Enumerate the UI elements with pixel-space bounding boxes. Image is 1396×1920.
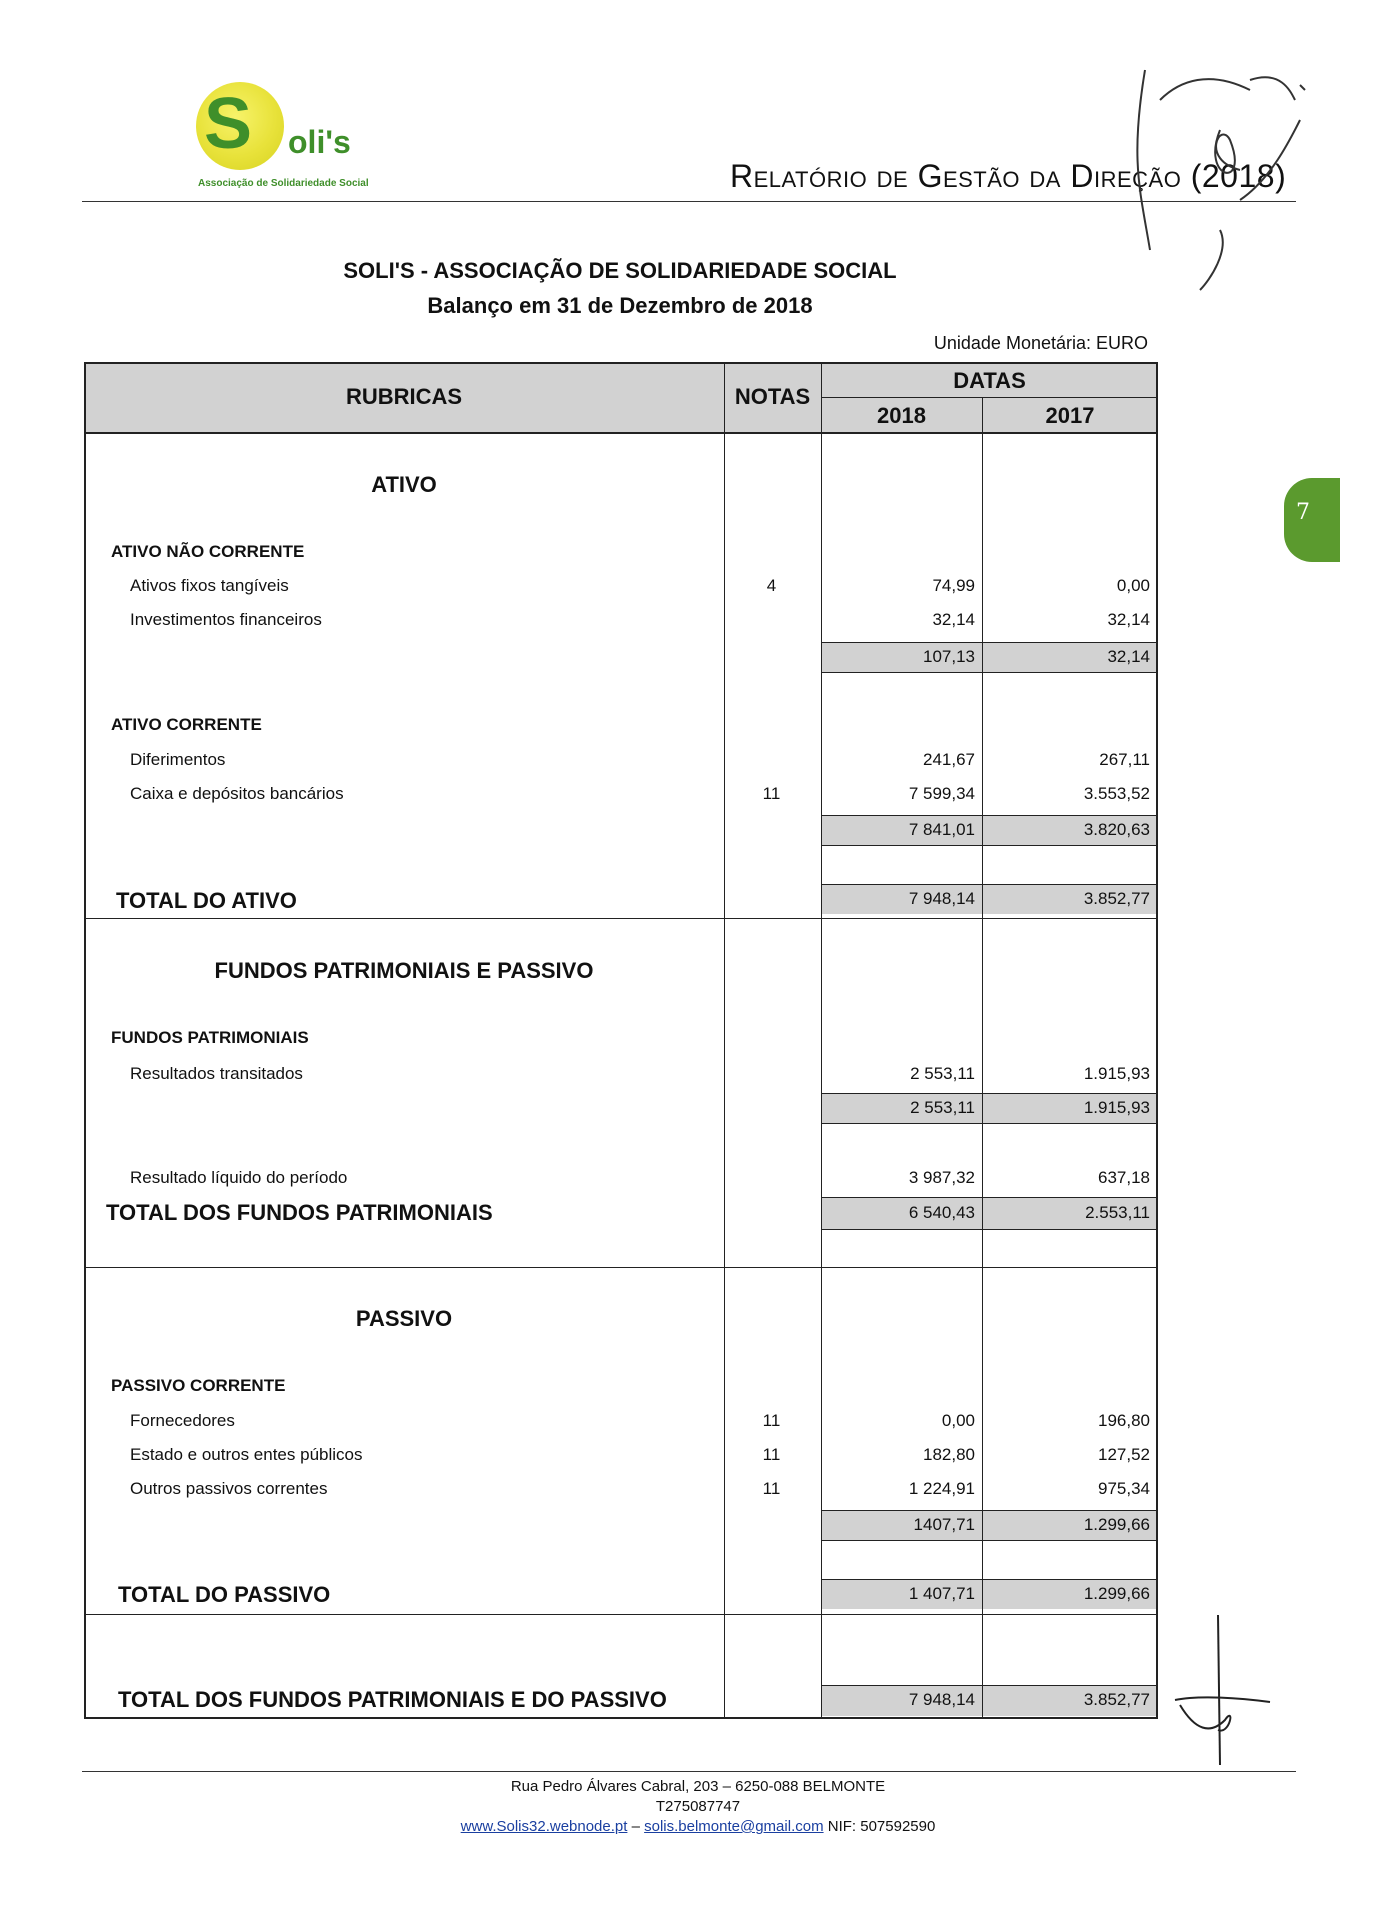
total-fundos-2017: 2.553,11 <box>1085 1203 1150 1222</box>
total-passivo-2017: 1.299,66 <box>1083 1584 1150 1603</box>
row-nota: 11 <box>762 784 781 803</box>
value-2017: 1.915,93 <box>1083 1064 1150 1083</box>
value-2017: 637,18 <box>1098 1168 1150 1187</box>
subtotal-2018: 7 841,01 <box>908 820 975 839</box>
value-2018: 74,99 <box>932 576 975 595</box>
total-ativo-2017: 3.852,77 <box>1083 889 1150 908</box>
signature-mark-icon <box>1170 1610 1280 1770</box>
value-2018: 7 599,34 <box>908 784 975 803</box>
total-ativo-label: TOTAL DO ATIVO <box>116 888 297 913</box>
footer-phone: T275087747 <box>655 1798 741 1815</box>
footer-address: Rua Pedro Álvares Cabral, 203 – 6250-088 BELMONTE <box>510 1778 886 1795</box>
row-label: Fornecedores <box>130 1411 235 1430</box>
currency-unit: Unidade Monetária: EURO <box>933 333 1148 353</box>
cell-line <box>821 1197 1158 1198</box>
table-border <box>1156 362 1158 1719</box>
balance-sheet-table <box>84 362 1158 1719</box>
section-title-fundos-passivo: FUNDOS PATRIMONIAIS E PASSIVO <box>214 958 594 983</box>
header-divider <box>82 201 1296 202</box>
grand-total-2018: 7 948,14 <box>908 1690 975 1709</box>
subtotal-2017: 3.820,63 <box>1083 820 1150 839</box>
cell-line <box>821 1229 1158 1230</box>
value-2018: 3 987,32 <box>908 1168 975 1187</box>
row-label: Diferimentos <box>130 750 226 769</box>
row-label: Estado e outros entes públicos <box>130 1445 363 1464</box>
value-2017: 32,14 <box>1107 610 1150 629</box>
value-2017: 267,11 <box>1099 750 1150 769</box>
document-title: SOLI'S - ASSOCIAÇÃO DE SOLIDARIEDADE SOCIAL <box>343 258 897 283</box>
table-border <box>724 362 725 1719</box>
total-ativo-2018: 7 948,14 <box>908 889 975 908</box>
section-title-passivo: PASSIVO <box>355 1306 453 1331</box>
cell-line <box>821 1540 1158 1541</box>
subsection-fundos-patrimoniais: FUNDOS PATRIMONIAIS <box>111 1028 309 1047</box>
logo-text: oli's <box>288 124 351 160</box>
column-header-2017: 2017 <box>1045 403 1095 428</box>
grand-total-2017: 3.852,77 <box>1083 1690 1150 1709</box>
footer-contacts <box>0 1818 1396 1835</box>
table-border <box>84 1717 1158 1719</box>
row-label: Investimentos financeiros <box>130 610 322 629</box>
value-2017: 196,80 <box>1098 1411 1150 1430</box>
cell-line <box>821 815 1158 816</box>
cell-line <box>821 845 1158 846</box>
footer-separator: – <box>627 1818 645 1835</box>
table-border <box>821 397 1158 398</box>
value-2018: 32,14 <box>932 610 975 629</box>
value-2017: 0,00 <box>1116 576 1150 595</box>
table-border <box>84 432 1158 434</box>
cell-line <box>821 1093 1158 1094</box>
table-border <box>84 362 86 1719</box>
total-passivo-label: TOTAL DO PASSIVO <box>118 1582 331 1607</box>
grand-total-label: TOTAL DOS FUNDOS PATRIMONIAIS E DO PASSIVO <box>118 1687 667 1712</box>
organization-logo <box>190 80 420 190</box>
subtotal-2018: 1407,71 <box>913 1515 975 1534</box>
cell-line <box>821 642 1158 643</box>
row-label: Caixa e depósitos bancários <box>130 784 344 803</box>
footer-nif: NIF: 507592590 <box>823 1818 936 1835</box>
cell-line <box>821 1685 1158 1686</box>
total-passivo-2018: 1 407,71 <box>908 1584 975 1603</box>
subsection-ativo-nao-corrente: ATIVO NÃO CORRENTE <box>111 542 305 561</box>
section-divider <box>84 1267 1158 1268</box>
logo-subtitle: Associação de Solidariedade Social <box>198 178 369 189</box>
footer-divider <box>82 1771 1296 1772</box>
subtotal-2017: 1.299,66 <box>1083 1515 1150 1534</box>
total-fundos-2018: 6 540,43 <box>908 1203 975 1222</box>
subtotal-2017: 32,14 <box>1107 647 1150 666</box>
row-label: Resultados transitados <box>130 1064 303 1083</box>
section-title-ativo: ATIVO <box>371 472 437 497</box>
value-2018: 241,67 <box>923 750 975 769</box>
column-header-notas: NOTAS <box>734 384 811 409</box>
row-nota: 11 <box>762 1445 781 1464</box>
subtotal-2018: 107,13 <box>923 647 975 666</box>
report-title: Relatório de Gestão da Direção (2018) <box>730 158 1287 194</box>
cell-line <box>821 1510 1158 1511</box>
column-header-rubricas: RUBRICAS <box>345 384 463 409</box>
logo-initial: S <box>204 84 253 164</box>
page-number: 7 <box>1296 500 1310 525</box>
column-header-datas: DATAS <box>953 368 1026 393</box>
subtotal-2017: 1.915,93 <box>1083 1098 1150 1117</box>
value-2017: 3.553,52 <box>1083 784 1150 803</box>
subsection-passivo-corrente: PASSIVO CORRENTE <box>111 1376 286 1395</box>
document-subtitle: Balanço em 31 de Dezembro de 2018 <box>427 293 813 318</box>
subsection-ativo-corrente: ATIVO CORRENTE <box>111 715 262 734</box>
value-2017: 127,52 <box>1098 1445 1150 1464</box>
cell-line <box>821 1579 1158 1580</box>
row-nota: 11 <box>762 1411 781 1430</box>
row-label: Ativos fixos tangíveis <box>130 576 289 595</box>
table-border <box>84 362 1158 364</box>
row-nota: 4 <box>766 576 777 595</box>
value-2018: 182,80 <box>923 1445 975 1464</box>
page-number-tab <box>1284 478 1340 562</box>
website-link[interactable]: www.Solis32.webnode.pt <box>460 1818 628 1835</box>
row-label: Outros passivos correntes <box>130 1479 328 1498</box>
cell-line <box>821 1123 1158 1124</box>
total-fundos-label: TOTAL DOS FUNDOS PATRIMONIAIS <box>106 1200 493 1225</box>
section-divider <box>84 1614 1158 1615</box>
value-2018: 0,00 <box>941 1411 975 1430</box>
row-nota: 11 <box>762 1479 781 1498</box>
row-label: Resultado líquido do período <box>130 1168 348 1187</box>
value-2017: 975,34 <box>1098 1479 1150 1498</box>
email-link[interactable]: solis.belmonte@gmail.com <box>644 1818 824 1835</box>
subtotal-2018: 2 553,11 <box>910 1098 975 1117</box>
value-2018: 2 553,11 <box>910 1064 975 1083</box>
value-2018: 1 224,91 <box>908 1479 975 1498</box>
cell-line <box>821 884 1158 885</box>
section-divider <box>84 918 1158 919</box>
column-header-2018: 2018 <box>877 403 926 428</box>
cell-line <box>821 672 1158 673</box>
